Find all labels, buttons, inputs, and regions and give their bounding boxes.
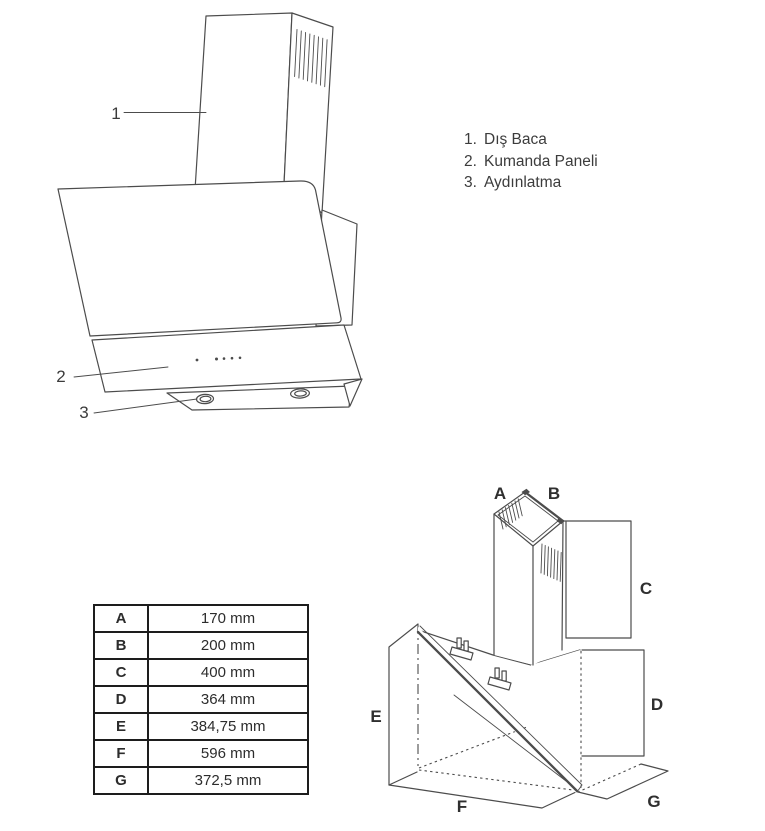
hood-illustration — [56, 13, 362, 422]
table-row — [94, 713, 308, 740]
body-underside — [167, 386, 352, 410]
dimension-diagram — [370, 484, 668, 816]
dim-label-b: B — [547, 484, 561, 503]
legend-number: 1. — [464, 131, 477, 148]
dim-label-a: A — [493, 484, 507, 503]
dimension-key: D — [94, 686, 148, 713]
dimension-key: G — [94, 767, 148, 794]
table-row — [94, 686, 308, 713]
dimension-value: 200 mm — [148, 632, 308, 659]
dim-c-bracket — [563, 521, 631, 638]
dim-d-bracket — [582, 650, 644, 756]
dimension-key: C — [94, 659, 148, 686]
dim-label-c: C — [639, 579, 653, 598]
glass-panel — [58, 181, 341, 336]
dimensions-table — [93, 604, 309, 795]
dim-label-e: E — [370, 707, 382, 726]
dimension-key: B — [94, 632, 148, 659]
dimension-value: 400 mm — [148, 659, 308, 686]
dimension-key: A — [94, 605, 148, 632]
dimension-value: 170 mm — [148, 605, 308, 632]
legend-number: 3. — [464, 174, 477, 191]
leader-line-3 — [94, 399, 197, 413]
legend-label: Dış Baca — [484, 131, 547, 148]
floor-edges — [389, 772, 576, 808]
legend-number: 2. — [464, 152, 477, 170]
mounting-bracket-2 — [488, 668, 511, 690]
part-label-1: 1 — [111, 104, 121, 123]
dim-label-f: F — [456, 797, 468, 816]
dimension-value: 596 mm — [148, 740, 308, 767]
legend-item-3 — [464, 172, 598, 194]
part-label-3: 3 — [79, 403, 89, 422]
legend-label: Kumanda Paneli — [484, 152, 598, 170]
table-row — [94, 605, 308, 632]
parts-legend — [464, 129, 598, 194]
dim-label-d: D — [650, 695, 664, 714]
table-row — [94, 659, 308, 686]
chimney-front-face — [195, 13, 292, 190]
dimension-value: 364 mm — [148, 686, 308, 713]
part-label-2: 2 — [56, 367, 66, 386]
dim-label-g: G — [647, 792, 661, 811]
side-panel-face — [389, 624, 418, 785]
control-panel-strip — [92, 325, 361, 392]
table-row — [94, 767, 308, 794]
legend-label: Aydınlatma — [484, 174, 562, 191]
table-row — [94, 632, 308, 659]
legend-item-1 — [464, 129, 598, 151]
dimension-key: E — [94, 713, 148, 740]
dimension-value: 372,5 mm — [148, 767, 308, 794]
dimension-key: F — [94, 740, 148, 767]
dimension-value: 384,75 mm — [148, 713, 308, 740]
legend-item-2 — [464, 151, 598, 173]
table-row — [94, 740, 308, 767]
